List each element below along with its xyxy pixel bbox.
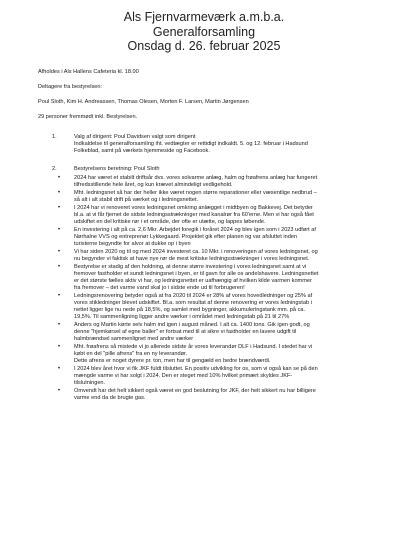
bullet-line: så alt i alt stabil drift på værket og i ledningsnettet. [74,196,199,203]
bullet-line: fra fremover – det varme vand skal jo i sidste ende ud til forbrugeren! [74,284,245,291]
list-item [38,227,370,248]
bullet-line: Ledningsrenovering betyder også at fra 2020 til 2024 er 28% af vores hovedledninger og 25% af [74,292,313,299]
list-item [38,366,370,387]
bullet-text [74,227,370,248]
bullet-text [74,388,370,402]
bullet-line: bl.a. at vi får fjernet de sidste ledningsstrækninger med kanalrør fra 60'erne. Men vi har også fået [74,211,314,218]
bullet-line: Anders og Martin kørte selv halm ind igen i august måned. I alt ca. 1400 tons. Gik igen godt, og [74,321,310,328]
bullet-line: udskiftet en del kritiske rør i et område, der ofte er utætte, og lappes løbende. [74,218,266,225]
document-header [38,10,370,54]
agenda-item-1 [38,134,370,155]
bullet-icon: • [58,248,61,255]
bullet-text [74,264,370,292]
bullet-icon: • [58,292,61,299]
bullet-text [74,205,370,226]
bullet-line: turisterne begyndte for alvor at dukke op i byen [74,240,191,247]
bullet-line: Vi har siden 2020 og til og med 2024 investeret ca. 10 Mkr. i renoveringen af vores ledningsnet, og [74,248,318,255]
bullet-text [74,344,370,365]
bullet-line: Omvendt har det helt sikkert også været en god beslutning for JKF, der helt sikkert nu har billigere [74,387,316,394]
bullet-line: Dette afrens er noget dyrere pr. ton, men har til gengæld en bedre brændværdi. [74,357,271,364]
agenda-item-number: 2. [52,165,57,172]
list-item [38,264,370,292]
bullet-line: er det største fælles aktiv vi har, og ledningsnettet er uafhængig af hvilken kilde varmen kommer [74,277,312,284]
venue-text: Afholdes i Als Hallens Cafeteria kl. 18.00 [38,68,139,75]
bullet-line: varme end da de brugte gas. [74,394,146,401]
list-item [38,388,370,402]
bullet-line: tilslutningen. [74,379,106,386]
list-item [38,322,370,343]
agenda-item-number: 1. [52,133,57,140]
bullet-line: denne "hjemkørsel af egne baller" er fortsat med til at sikre vi fastholder en lavere udgift til [74,328,297,335]
bullet-line: I 2024 har vi renoveret vores ledningsnet omkring anlægget i midtbyen og Bakkevej. Det betyder [74,204,313,211]
agenda-item-2-heading [38,166,370,173]
bullet-icon: • [58,174,61,181]
bullet-line: 2024 har været et stabilt driftsår dvs. vores solvarme anlæg, halm og frøafrens anlæg har fungeret [74,174,318,181]
list-item [38,293,370,321]
bullet-line: fremover fastholder et sundt ledningsnet i byen, er til gavn for alle os andelshavere. Ledningsnettet [74,270,319,277]
bullet-line: tilfredsstillende hele året, og kun krævet almindeligt vedligehold. [74,181,233,188]
bullet-text [74,249,370,263]
list-item [38,205,370,226]
bullet-line: Bestyrelse er stadig af den holdning, at denne større investering i vores ledningsnet samt at vi [74,263,307,270]
bullet-line: En investering i alt på ca. 2,6 Mkr. Arbejdet foregik i foråret 2024 og blev igen som i 2023 udført af [74,226,316,233]
agenda-line: Valg af dirigent: Poul Davidsen valgt som dirigent [74,133,196,140]
section-title: Bestyrelsens beretning: Poul Sloth [74,165,160,172]
bullet-line: Mht. frøafrens så mistede vi jo allerede sidste år vores leverandør DLF i Hadsund. I stedet har vi [74,343,313,350]
bullet-line: nu begynder vi faktisk at have nye rør de mest kritiske ledningsstrækninger i vores ledningsnet. [74,255,310,262]
bullet-line: nettet ligger lige nu nede på 18,5%, og samlet med bygninger, akkumuleringstank mm. på ca. [74,306,306,313]
bullet-icon: • [58,204,61,211]
bullet-line: vores stikledninger blevet udskiftet. Bl.a. som resultat af denne renovering er vores ledningstab i [74,299,312,306]
bullet-text [74,175,370,189]
agenda-line: Indkaldelse til generalforsamling iht. vedtægter er rettidigt indkaldt. 5. og 12. februar i Hadsund [74,140,308,147]
agenda-item-text [74,134,370,155]
bullet-text [74,322,370,343]
list-item [38,175,370,189]
board-members: Poul Sloth, Kim H. Andreassen, Thomas Olesen, Morten F. Larsen, Martin Jørgensen [38,98,249,105]
bullet-line: halmbrændsel sammenlignet med andre værker [74,335,194,342]
bullet-text [74,190,370,204]
bullet-line: I 2024 blev året hvor vi fik JKF fuldt tilsluttet. En positiv udvikling for os, som vi også kan se på den [74,365,318,372]
bullet-line: Mht. ledningsnet så har der heller ikke været nogen større reparationer eller væsentlige nedbrud – [74,189,317,196]
bullet-icon: • [58,365,61,372]
bullet-icon: • [58,343,61,350]
bullet-icon: • [58,263,61,270]
list-item [38,344,370,365]
bullet-text [74,366,370,387]
board-label: Deltagere fra bestyrelsen: [38,83,103,90]
bullet-icon: • [58,226,61,233]
organization-name: Als Fjernvarmeværk a.m.b.a. [123,10,285,24]
bullet-line: købt en del "pille afrens" fra en ny leverandør. [74,350,188,357]
report-bullet-list [38,175,370,402]
attendance-text: 29 personer fremmødt inkl. Bestyrelsen. [38,113,138,120]
bullet-icon: • [58,321,61,328]
list-item [38,249,370,263]
bullet-text [74,293,370,321]
bullet-line: mængde varme vi har solgt i 2024. Den er steget med 10% hvilket primært skyldes JKF- [74,372,293,379]
bullet-line: 19,5%. Til sammenligning ligger andre værker i området med ledningstab på 21 til 27% [74,313,290,320]
list-item [38,190,370,204]
meeting-date: Onsdag d. 26. februar 2025 [127,39,281,53]
bullet-line: Nørhalne VVS og entreprenør Lykkegaard. Projektet gik efter planen og var afsluttet inden [74,233,298,240]
agenda-line: Folkeblad, samt på værkets hjemmeside og Facebook. [74,147,210,154]
bullet-icon: • [58,189,61,196]
meeting-type: Generalforsamling [152,24,256,39]
bullet-icon: • [58,387,61,394]
